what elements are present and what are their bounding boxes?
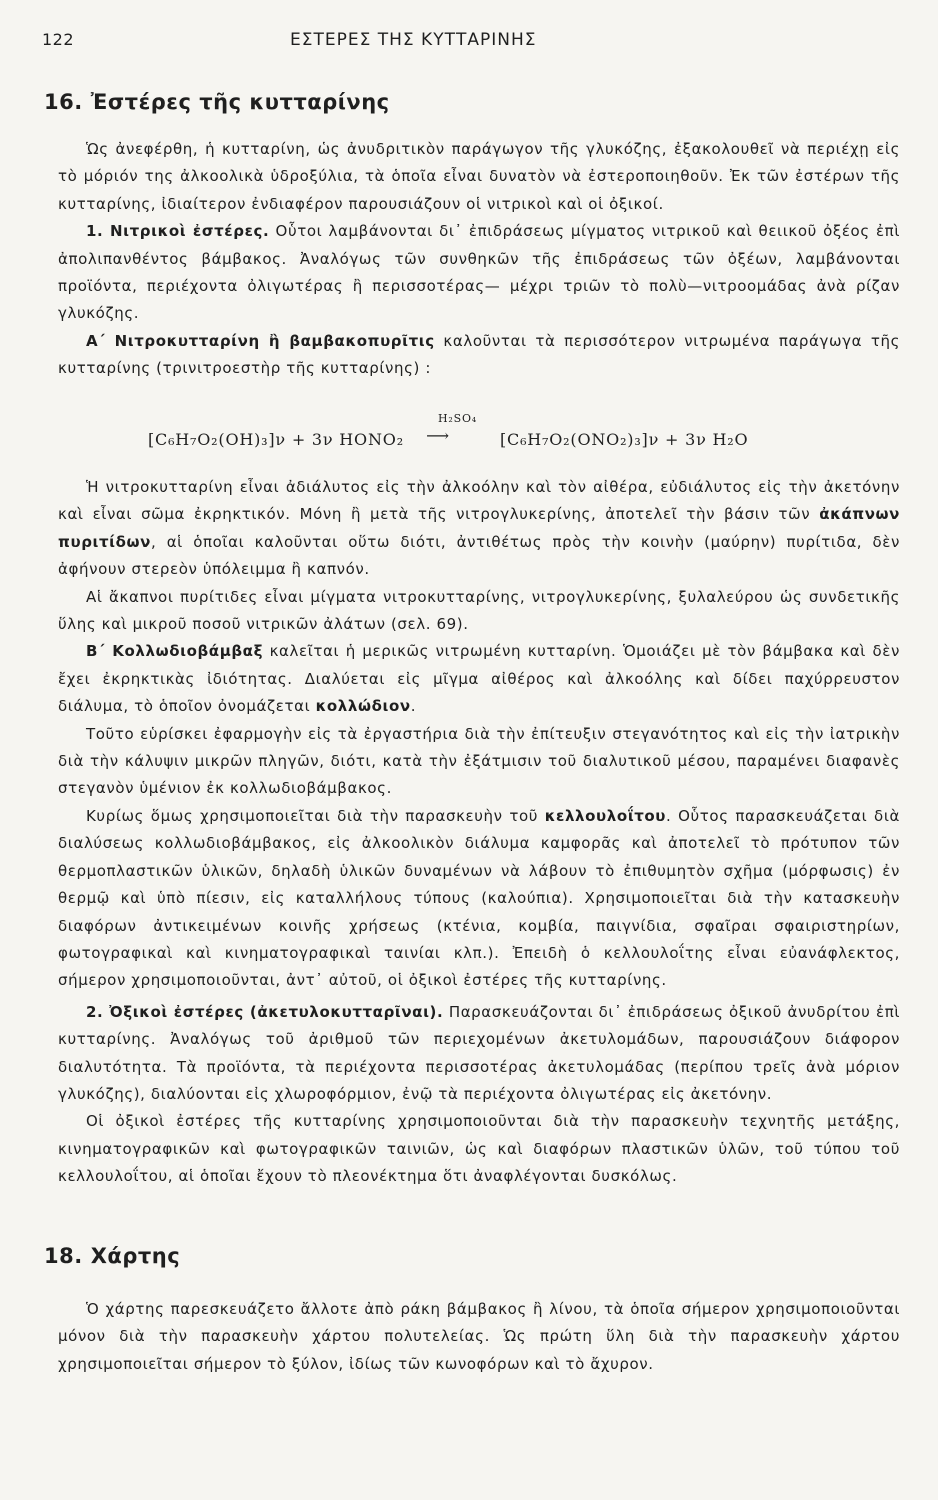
equation-reactants: [C₆H₇O₂(OH)₃]ν + 3ν HONO₂ [148, 430, 404, 449]
intro-paragraph: Ὡς ἀνεφέρθη, ἡ κυτταρίνη, ὡς ἀνυδριτικὸν παράγωγον τῆς γλυκόζης, ἐξακολουθεῖ νὰ περιέχῃ εἰς τὸ μόριόν της ἀλκοολικὰ ὑδροξύλια, τὰ ὁποῖα εἶναι δυνατὸν νὰ ἐστεροποιηθοῦν. Ἐκ τῶν ἐστέρων τῆς κυτταρίνης, ἰδιαίτερον ἐνδιαφέρον παρουσιάζουν οἱ νιτρικοὶ καὶ οἱ ὀξικοί. [58, 140, 900, 213]
chemical-equation [148, 412, 848, 462]
section-title: Ἐστέρες τῆς κυτταρίνης [90, 90, 390, 114]
collodion-text-1: καλεῖται ἡ μερικῶς νιτρωμένη κυτταρίνη. Ὁμοιάζει μὲ τὸν βάμβακα καὶ δὲν ἔχει ἐκρηκτικὰς ἰδιότητας. Διαλύεται εἰς μῖγμα αἰθέρος καὶ ἀλκοόλης καὶ δίδει παχύρρευστον διάλυμα, τὸ ὁποῖον ὀνομάζεται [58, 642, 900, 716]
celluloid-text-1: Κυρίως ὅμως χρησιμοποιεῖται διὰ τὴν παρασκευὴν τοῦ [86, 806, 545, 825]
nitrocellulose-heading: Α΄ Νιτροκυτταρίνη ἢ βαμβακοπυρῖτις [86, 331, 435, 350]
equation-catalyst: H₂SO₄ [438, 412, 477, 425]
acetic-esters-paragraph [58, 999, 900, 1109]
page-header [42, 30, 902, 58]
section-number: 16. [44, 90, 83, 114]
nitrocellulose-paragraph [58, 328, 900, 383]
reaction-arrow-icon: ⟶ [426, 426, 450, 445]
nitrocellulose-text: καλοῦνται τὰ περισσότερον νιτρωμένα παράγωγα τῆς κυτταρίνης (τρινιτροεστὴρ τῆς κυτταρίνης) : [58, 331, 900, 378]
collodion-text-2: . [410, 697, 417, 716]
acetic-esters-heading: 2. Ὀξικοὶ ἐστέρες (ἀκετυλοκυτταρῖναι). [86, 1002, 444, 1021]
collodion-uses-paragraph: Τοῦτο εὑρίσκει ἐφαρμογὴν εἰς τὰ ἐργαστήρια διὰ τὴν ἐπίτευξιν στεγανότητος καὶ εἰς τὴν ἰατρικὴν διὰ τὴν κάλυψιν μικρῶν πληγῶν, διότι, κατὰ τὴν ἐξάτμισιν τοῦ διαλυτικοῦ μέσου, παραμένει διαφανὲς στεγανὸν ὑμένιον ἐκ κολλωδιοβάμβακος. [58, 724, 900, 798]
section-16-text-a [58, 136, 900, 383]
running-title: ΕΣΤΕΡΕΣ ΤΗΣ ΚΥΤΤΑΡΙΝΗΣ [290, 30, 537, 50]
nitrocellulose-properties-paragraph [58, 474, 900, 584]
paper-paragraph: Ὁ χάρτης παρεσκευάζετο ἄλλοτε ἀπὸ ράκη βάμβακος ἢ λίνου, τὰ ὁποῖα σήμερον χρησιμοποιοῦνται μόνον διὰ τὴν παρασκευὴν χάρτου πολυτελείας. Ὡς πρώτη ὕλη διὰ τὴν παρασκευὴν χάρτου χρησιμοποιεῖται σήμερον τὸ ξύλον, ἰδίως τῶν κωνοφόρων καὶ τὸ ἄχυρον. [58, 1300, 900, 1373]
properties-text-1: Ἡ νιτροκυτταρίνη εἶναι ἀδιάλυτος εἰς τὴν ἀλκοόλην καὶ τὸν αἰθέρα, εὐδιάλυτος εἰς τὴν ἀκετόνην καὶ εἶναι σῶμα ἐκρηκτικόν. Μόνη ἢ μετὰ τῆς νιτρογλυκερίνης, ἀποτελεῖ τὴν βάσιν τῶν [58, 478, 900, 524]
section-title: Χάρτης [90, 1244, 181, 1268]
properties-text-2: , αἱ ὁποῖαι καλοῦνται οὕτω διότι, ἀντιθέτως πρὸς τὴν κοινὴν (μαύρην) πυρίτιδα, δὲν ἀφήνουν στερεὸν ὑπόλειμμα ἢ καπνόν. [58, 532, 900, 579]
equation-products: [C₆H₇O₂(ONO₂)₃]ν + 3ν H₂O [500, 430, 749, 449]
smokeless-powders-term: ἀκάπνων πυριτίδων [58, 505, 900, 551]
acetic-esters-text: Παρασκευάζονται δι᾽ ἐπιδράσεως ὀξικοῦ ἀνυδρίτου ἐπὶ κυτταρίνης. Ἀναλόγως τοῦ ἀριθμοῦ τῶν περιεχομένων ἀκετυλομάδων, παρουσιάζουν διάφορον διαλυτότητα. Τὰ προϊόντα, τὰ περιέχοντα περισσοτέρας ἀκετυλομάδας (περίπου τρεῖς ἀνὰ μόριον γλυκόζης), διαλύονται εἰς χλωροφόρμιον, ἐνῷ τὰ περιέχοντα ὀλιγωτέρας εἰς ἀκετόνην. [58, 1002, 900, 1103]
collodion-term: κολλώδιον [315, 697, 411, 716]
collodion-cotton-heading: Β΄ Κολλωδιοβάμβαξ [86, 642, 264, 661]
celluloid-text-2: . Οὗτος παρασκευάζεται διὰ διαλύσεως κολλωδιοβάμβακος, εἰς ἀλκοολικὸν διάλυμα καμφορᾶς καὶ ἀποτελεῖ τὸ πρότυπον τῶν θερμοπλαστικῶν ὑλικῶν, δηλαδὴ ὑλικῶν δυναμένων νὰ λάβουν τὸ ἐπιθυμητὸν σχῆμα (μόρφωσις) ἐν θερμῷ καὶ ὑπὸ πίεσιν, εἰς καταλλήλους τύπους (καλούπια). Χρησιμοποιεῖται διὰ τὴν κατασκευὴν διαφόρων ἀντικειμένων κοινῆς χρήσεως (κτένια, κομβία, παιγνίδια, σφαῖραι σφαιριστηρίων, φωτογραφικαὶ καὶ κινηματογραφικαὶ ταινίαι κλπ.). Ἐπειδὴ ὁ κελλουλοΐτης εἶναι εὐανάφλεκτος, σήμερον χρησιμοποιοῦνται, ἀντ᾽ αὐτοῦ, οἱ ὀξικοὶ ἐστέρες τῆς κυτταρίνης. [58, 806, 901, 990]
section-18-heading [44, 1244, 180, 1268]
celluloid-paragraph [58, 803, 900, 995]
section-16-text-b [58, 474, 900, 1191]
section-16-heading [44, 90, 390, 114]
section-18-text [58, 1296, 900, 1378]
acetic-esters-uses-paragraph: Οἱ ὀξικοὶ ἐστέρες τῆς κυτταρίνης χρησιμοποιοῦνται διὰ τὴν παρασκευὴν τεχνητῆς μετάξης, κινηματογραφικῶν καὶ φωτογραφικῶν ταινιῶν, ὡς καὶ διαφόρων πλαστικῶν ὑλῶν, τοῦ τύπου τοῦ κελλουλοΐτου, αἱ ὁποῖαι ἔχουν τὸ πλεονέκτημα ὅτι ἀναφλέγονται δυσκόλως. [58, 1112, 900, 1186]
page-number: 122 [42, 30, 75, 49]
celluloid-term: κελλουλοΐτου [544, 806, 667, 825]
collodion-cotton-paragraph [58, 638, 900, 720]
smokeless-powders-paragraph: Αἱ ἄκαπνοι πυρίτιδες εἶναι μίγματα νιτροκυτταρίνης, νιτρογλυκερίνης, ξυλαλεύρου ὡς συνδετικῆς ὕλης καὶ μικροῦ ποσοῦ νιτρικῶν ἀλάτων (σελ. 69). [58, 587, 900, 634]
section-number: 18. [44, 1244, 83, 1268]
nitric-esters-heading: 1. Νιτρικοὶ ἐστέρες. [86, 222, 270, 241]
nitric-esters-text: Οὗτοι λαμβάνονται δι᾽ ἐπιδράσεως μίγματος νιτρικοῦ καὶ θειικοῦ ὀξέος ἐπὶ ἀπολιπανθέντος βάμβακος. Ἀναλόγως τῶν συνθηκῶν τῆς ἐπιδράσεως τῶν ὀξέων, λαμβάνονται προϊόντα, περιέχοντα ὀλιγωτέρας ἢ περισσοτέρας— μέχρι τριῶν τὸ πολὺ—νιτροομάδας ἀνὰ ρίζαν γλυκόζης. [58, 222, 900, 323]
nitric-esters-paragraph [58, 218, 900, 328]
